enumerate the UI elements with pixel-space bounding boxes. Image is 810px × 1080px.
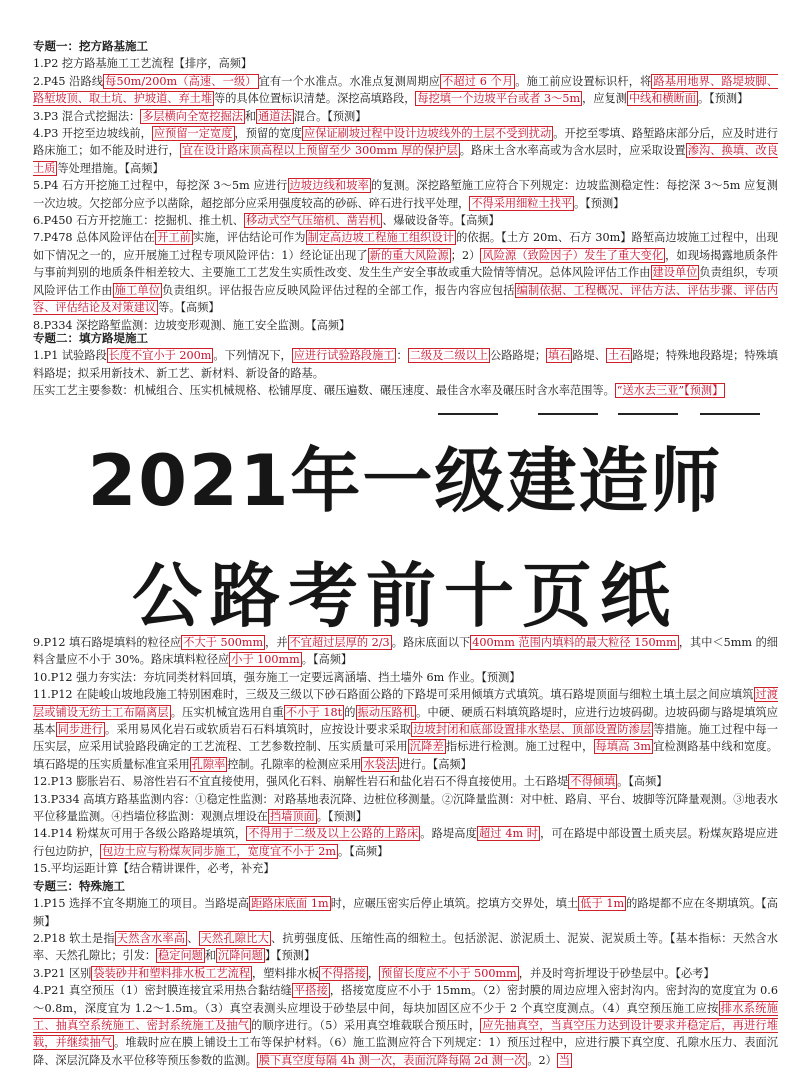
text-run: 11.P12 在陡峻山坡地段施工特别困难时，三级及三级以下砂石路面公路的下路堤可采用倾填方式填筑。填石路堤顶面与细粒土填土层之间应填筑 xyxy=(33,688,754,702)
paragraph-item xyxy=(33,73,778,108)
text-run: 指标进行检测。施工过程中， xyxy=(445,740,594,754)
text-run: 。压实机械宜选用自重 xyxy=(170,705,284,719)
text-run: ，并及时弯折埋设于砂垫层中。【必考】 xyxy=(518,966,715,980)
text-run: 13.P334 高填方路基监测内容：①稳定性监测：对路基地表沉降、边桩位移测量。②沉降量监测：对中桩、路肩、平台、坡脚等沉降量观测。③地表水平位移量监测。④挡墙位移监测：观测点埋设在 xyxy=(33,792,778,824)
paragraph-item xyxy=(33,791,778,826)
highlighted-keyword: 400mm 范围内填料的最大粒径 150mm xyxy=(472,636,677,649)
text-run: 12.P13 膨胀岩石、易溶性岩石不宜直接使用，强风化石料、崩解性岩石和盐化岩石不得直接使用。土石路堤 xyxy=(33,775,569,789)
text-run: 等措施。施工过程中每一压实层，应采用试验路段确定的工艺流程、工艺参数控制、压实质量可采用 xyxy=(33,723,778,754)
section-items xyxy=(33,895,778,1069)
highlighted-keyword: 应进行试验路段施工 xyxy=(293,349,395,363)
text-run: 。路堤高度 xyxy=(420,827,477,841)
text-run: 公路路堤； xyxy=(490,349,547,363)
highlighted-keyword: 边坡封闭和底部设置排水垫层、顶部设置防渗层 xyxy=(413,723,652,737)
highlighted-keyword: 渗沟、换填、改良土质 xyxy=(33,144,778,175)
highlighted-keyword: 孔隙率 xyxy=(191,757,226,771)
section-excavation xyxy=(33,38,778,334)
text-run: 。路床底面以下 xyxy=(391,636,471,649)
text-run: 3.P3 混合式挖掘法： xyxy=(33,109,141,123)
text-run: 的路堤都不应在冬期填筑。【高频】 xyxy=(33,897,778,928)
highlighted-keyword: 宜在设计路床顶高程以上预留至少 300mm 厚的保护层 xyxy=(181,144,458,158)
highlighted-keyword: 二级及二级以上 xyxy=(409,349,489,363)
highlighted-keyword: 通道法 xyxy=(258,109,292,123)
paragraph-item xyxy=(33,686,778,773)
highlighted-keyword: 移动式空气压缩机、凿岩机 xyxy=(245,214,381,228)
highlighted-keyword: 应保证刷坡过程中设计边坡线外的土层不受到扰动 xyxy=(303,127,552,141)
highlighted-keyword: 应先抽真空，当真空压力达到设计要求并稳定后，再进行堆载，并继续抽气 xyxy=(33,1018,778,1050)
text-run: 。【高频】 xyxy=(338,844,389,858)
text-run: 和 xyxy=(204,949,217,963)
highlighted-keyword: 应预留一定宽度 xyxy=(153,127,233,141)
text-run: 等处理措施。【高频】 xyxy=(57,161,164,175)
highlighted-keyword: 同步进行 xyxy=(57,723,104,737)
section-heading: 专题二：填方路堤施工 xyxy=(33,331,148,345)
highlighted-keyword: 膜下真空度每隔 4h 测一次，表面沉降每隔 2d 测一次 xyxy=(258,1053,526,1067)
text-run: 2.P18 软土是指 xyxy=(33,931,115,945)
text-run: ， xyxy=(367,966,380,980)
text-run: ，可在路堤中部设置土质夹层。粉煤灰路堤应进行包边防护， xyxy=(33,827,778,858)
highlighted-keyword: 水袋法 xyxy=(363,757,398,771)
text-run: 宜有一个水准点。水准点复测周期应 xyxy=(258,74,441,88)
page-title-line1: 2021年一级建造师 xyxy=(87,440,723,522)
text-run: 的顺序进行。（5）采用真空堆载联合预压时， xyxy=(251,1018,481,1032)
highlighted-keyword: 预留长度应不小于 500mm xyxy=(381,966,517,980)
highlighted-keyword: 不得搭接 xyxy=(321,966,366,980)
text-run: 14.P14 粉煤灰可用于各级公路路堤填筑， xyxy=(33,827,247,841)
paragraph-item xyxy=(33,108,778,125)
section-heading: 专题三：特殊施工 xyxy=(33,878,125,893)
highlighted-keyword: 排水系统施工、抽真空系统施工、密封系统施工及抽气 xyxy=(33,1001,778,1032)
highlighted-keyword: 超过 4m 时 xyxy=(478,827,539,841)
text-run: 宜检测路基中线和宽度。填石路堤的压实质量标准宜采用 xyxy=(33,740,778,771)
paragraph-item xyxy=(33,930,778,965)
text-run: 。堆载时应在膜上铺设土工布等保护材料。（6）施工监测应符合下列规定：1）预压过程中，应进行膜下真空度、孔隙水压力、表面沉降、深层沉降及水平位移等预压参数的监测。 xyxy=(33,1036,778,1067)
highlighted-keyword: 施工单位 xyxy=(114,283,161,297)
highlighted-keyword: 天然含水率高 xyxy=(116,931,186,945)
paragraph-item xyxy=(33,212,778,229)
text-run: 、爆破设备等。【高频】 xyxy=(382,214,500,228)
text-run: 7.P478 总体风险评估在 xyxy=(33,231,156,245)
highlighted-keyword: 天然孔隙比大 xyxy=(200,931,269,945)
text-run: 15.平均运距计算【结合精讲课件，必考，补充】 xyxy=(33,862,275,876)
highlighted-keyword: 土石 xyxy=(608,349,631,363)
text-run: ，塑料排水板 xyxy=(252,966,320,980)
highlighted-keyword: 开工前 xyxy=(157,231,191,245)
highlighted-keyword: 长度不宜小于 200m xyxy=(108,349,212,363)
text-run: 9.P12 填石路堤填料的粒径应 xyxy=(33,636,182,649)
highlighted-keyword: 过渡层或铺设无纺土工布隔离层 xyxy=(33,688,778,719)
text-run: 5.P4 石方开挖施工过程中，每挖深 3～5m 应进行 xyxy=(33,179,288,193)
section-items xyxy=(33,55,778,334)
paragraph-item xyxy=(33,229,778,316)
highlighted-keyword: 新的重大风险源 xyxy=(369,248,449,262)
text-run: 3.P21 区别 xyxy=(33,966,92,980)
highlighted-keyword: 袋装砂井和塑料排水板工艺流程 xyxy=(93,966,251,980)
text-run: 、抗剪强度低、压缩性高的细粒土。包括淤泥、淤泥质土、泥炭、泥炭质土等。【基本指标：天然含水率、天然孔隙比；引发： xyxy=(33,931,778,963)
text-run: 和 xyxy=(244,109,257,123)
text-run: 。采用易风化岩石或软质岩石石料填筑时，应按设计要求采取 xyxy=(105,723,412,737)
text-run: ，应复测 xyxy=(582,92,627,106)
highlighted-keyword: 风险源（致险因子）发生了重大变化 xyxy=(482,248,664,262)
text-run: ，预留的宽度 xyxy=(234,127,302,141)
paragraph-item xyxy=(33,382,778,399)
section-fill-embankment-continued xyxy=(33,634,778,1069)
highlighted-keyword: 每挖填一个边坡平台或者 3～5m xyxy=(417,92,581,106)
highlighted-keyword: 制定高边坡工程施工组织设计 xyxy=(307,231,455,245)
highlighted-keyword: 每50m/200m（高速、一级） xyxy=(105,74,257,88)
highlighted-keyword: 不得倾填 xyxy=(570,775,616,789)
highlighted-keyword: 当 xyxy=(558,1053,571,1067)
highlighted-keyword: 平搭接 xyxy=(293,984,328,998)
section-fill-embankment xyxy=(33,330,778,400)
paragraph-item xyxy=(33,669,778,686)
highlighted-keyword: 多层横向全宽挖掘法 xyxy=(142,109,243,123)
text-run: 。开挖至零填、路堑路床部分后，应及时进行路床施工；如不能及时进行， xyxy=(33,127,778,158)
text-run: 。下列情况下， xyxy=(213,349,292,363)
paragraph-item xyxy=(33,965,778,982)
paragraph-item xyxy=(33,634,778,669)
highlighted-keyword: 沉降问题 xyxy=(218,949,263,963)
text-run: 等。【高频】 xyxy=(158,301,220,315)
section-heading: 专题一：挖方路基施工 xyxy=(33,39,148,53)
text-run: 。【预测】 xyxy=(316,810,368,824)
highlighted-keyword: 边坡边线和坡率 xyxy=(289,179,369,193)
paragraph-item xyxy=(33,895,778,930)
decorative-dash xyxy=(438,413,498,415)
highlighted-keyword: 挡墙顶面 xyxy=(269,810,315,824)
paragraph-item xyxy=(33,773,778,790)
decorative-dash xyxy=(618,413,678,415)
text-run: 。路床土含水率高或为含水层时，应采取设置 xyxy=(459,144,686,158)
text-run: 8.P334 深挖路堑监测：边坡变形观测、施工安全监测。【高频】 xyxy=(33,318,351,332)
highlighted-keyword: 不超过 6 个月 xyxy=(442,74,514,88)
text-run: 。【预测】 xyxy=(697,92,749,106)
text-run: 负责组织，专项风险评估工作由 xyxy=(33,266,778,297)
text-run: 的 xyxy=(344,705,356,719)
text-run: 。施工前应设置标识杆，将 xyxy=(515,74,652,88)
text-run: 、 xyxy=(187,931,199,945)
decorative-dash xyxy=(700,413,760,415)
paragraph-item xyxy=(33,860,778,877)
paragraph-item xyxy=(33,177,778,212)
text-run: 1.P1 试验路段 xyxy=(33,349,107,363)
decorative-dash xyxy=(538,413,598,415)
text-run: 1.P2 挖方路基施工工艺流程【排序，高频】 xyxy=(33,57,253,71)
text-run: 路堤、 xyxy=(572,349,607,363)
text-run: 的复测。深挖路堑施工应符合下列规定：边坡监测稳定性：每挖深 3～5m 应复测一次边坡。欠挖部分应予以凿除，超挖部分应采用强度较高的砂砾、碎石进行找平处理， xyxy=(33,179,778,210)
section-items xyxy=(33,347,778,399)
highlighted-keyword: 不宜超过层厚的 2/3 xyxy=(289,636,390,649)
highlighted-keyword: 填石 xyxy=(548,349,571,363)
highlighted-keyword: 距路床底面 1m xyxy=(251,897,329,911)
highlighted-keyword: 每填高 3m xyxy=(595,740,652,754)
text-run: ： xyxy=(396,349,408,363)
text-run: ；2） xyxy=(450,248,481,262)
highlighted-keyword: 不得采用细粒土找平 xyxy=(471,196,573,210)
paragraph-item xyxy=(33,982,778,1069)
page-title-line2: 公路考前十页纸 xyxy=(132,555,678,637)
text-run: 。【高频】 xyxy=(301,653,353,667)
highlighted-keyword: 建设单位 xyxy=(652,266,698,280)
text-run: 】【预测】 xyxy=(264,949,316,963)
text-run: 2.P45 沿路线 xyxy=(33,74,104,88)
text-run: ，其中＜5mm 的细料含量应不小于 30%。路床填料粒径应 xyxy=(33,636,778,667)
text-run: 压实工艺主要参数：机械组合、压实机械规格、松铺厚度、碾压遍数、碾压速度、最佳含水率及碾压时含水率范围等。 xyxy=(33,384,615,398)
highlighted-keyword: 振动压路机 xyxy=(357,705,415,719)
text-run: 。中硬、硬质石料填筑路堤时，应进行边坡码砌。边坡码砌与路堤填筑应基本 xyxy=(33,705,778,737)
highlighted-keyword: 不得用于二级及以上公路的上路床 xyxy=(248,827,419,841)
text-run: 。【高频】 xyxy=(617,775,668,789)
text-run: 。2） xyxy=(527,1053,557,1067)
text-run: 进行。【高频】 xyxy=(399,757,472,771)
text-run: 的依据。【土方 20m、石方 30m】路堑高边坡施工过程中，出现如下情况之一的，应开展施工过程专项风险评估：1）经论证出现了 xyxy=(33,231,778,262)
text-run: 混合。【预测】 xyxy=(293,109,367,123)
highlighted-keyword: 包边土应与粉煤灰同步施工，宽度宜不小于 2m xyxy=(102,844,336,858)
text-run: 6.P450 石方开挖施工：挖掘机、推土机、 xyxy=(33,214,244,228)
text-run: ，搭接宽度应不小于 15mm。（2）密封膜的周边应埋入密封沟内。密封沟的宽度宜为 0.6～0.8m，深度宜为 1.2～1.5m。（3）真空表测头应埋设于砂垫层中间，每块加固区应不少于 2 个真空度测点。（4）真空预压施工应按 xyxy=(33,984,778,1015)
paragraph-item xyxy=(33,125,778,177)
highlighted-keyword: 编制依据、工程概况、评估方法、评估步骤、评估内容、评估结论及对策建议 xyxy=(33,283,778,315)
highlighted-keyword: 沉降差 xyxy=(409,740,444,754)
text-run: 10.P12 强力夯实法：夯坑同类材料回填，强夯施工一定要远离涵墙、挡土墙外 6m 作业。【预测】 xyxy=(33,670,521,684)
text-run: 。【预测】 xyxy=(574,196,625,210)
section-items xyxy=(33,634,778,878)
highlighted-keyword: 低于 1m xyxy=(580,897,625,911)
highlighted-keyword: “送水去三亚”【预测】 xyxy=(616,384,724,398)
highlighted-keyword: 中线和横断面 xyxy=(628,92,696,106)
text-run: 控制。孔隙率的检测应采用 xyxy=(227,757,362,771)
text-run: 1.P15 选择不宜冬期施工的项目。当路堤高 xyxy=(33,897,250,911)
text-run: 路堤；特殊地段路堤；特殊填料路堤；拟采用新技术、新工艺、新材料、新设备的路基。 xyxy=(33,349,778,380)
text-run: 等的具体位置标识清楚。深挖高填路段， xyxy=(214,92,416,106)
highlighted-keyword: 不小于 18t xyxy=(285,705,343,719)
text-run: ，并 xyxy=(265,636,288,649)
paragraph-item xyxy=(33,825,778,860)
text-run: 4.P3 开挖至边坡线前， xyxy=(33,127,152,141)
highlighted-keyword: 稳定问题 xyxy=(158,949,203,963)
text-run: 负责组织。评估报告应反映风险评估过程的全部工作，报告内容应包括 xyxy=(162,283,515,297)
paragraph-item xyxy=(33,55,778,72)
text-run: 4.P21 真空预压（1）密封膜连接宜采用热合黏结缝 xyxy=(33,984,292,998)
highlighted-keyword: 路基用地界、路堤坡脚、路堑坡顶、取土坑、护坡道、弃土堆 xyxy=(33,74,778,106)
highlighted-keyword: 不大于 500mm xyxy=(183,636,264,649)
paragraph-item xyxy=(33,347,778,382)
highlighted-keyword: 小于 100mm xyxy=(231,653,300,667)
text-run: 实施，评估结论可作为 xyxy=(192,231,306,245)
text-run: ，如现场揭露地质条件与事前判别的地质条件相差较大、主要施工工艺发生实质性改变、发生生产安全事故或重大险情等情况。总体风险评估工作由 xyxy=(33,248,778,280)
text-run: 时，应碾压密实后停止填筑。挖填方交界处，填土 xyxy=(330,897,579,911)
